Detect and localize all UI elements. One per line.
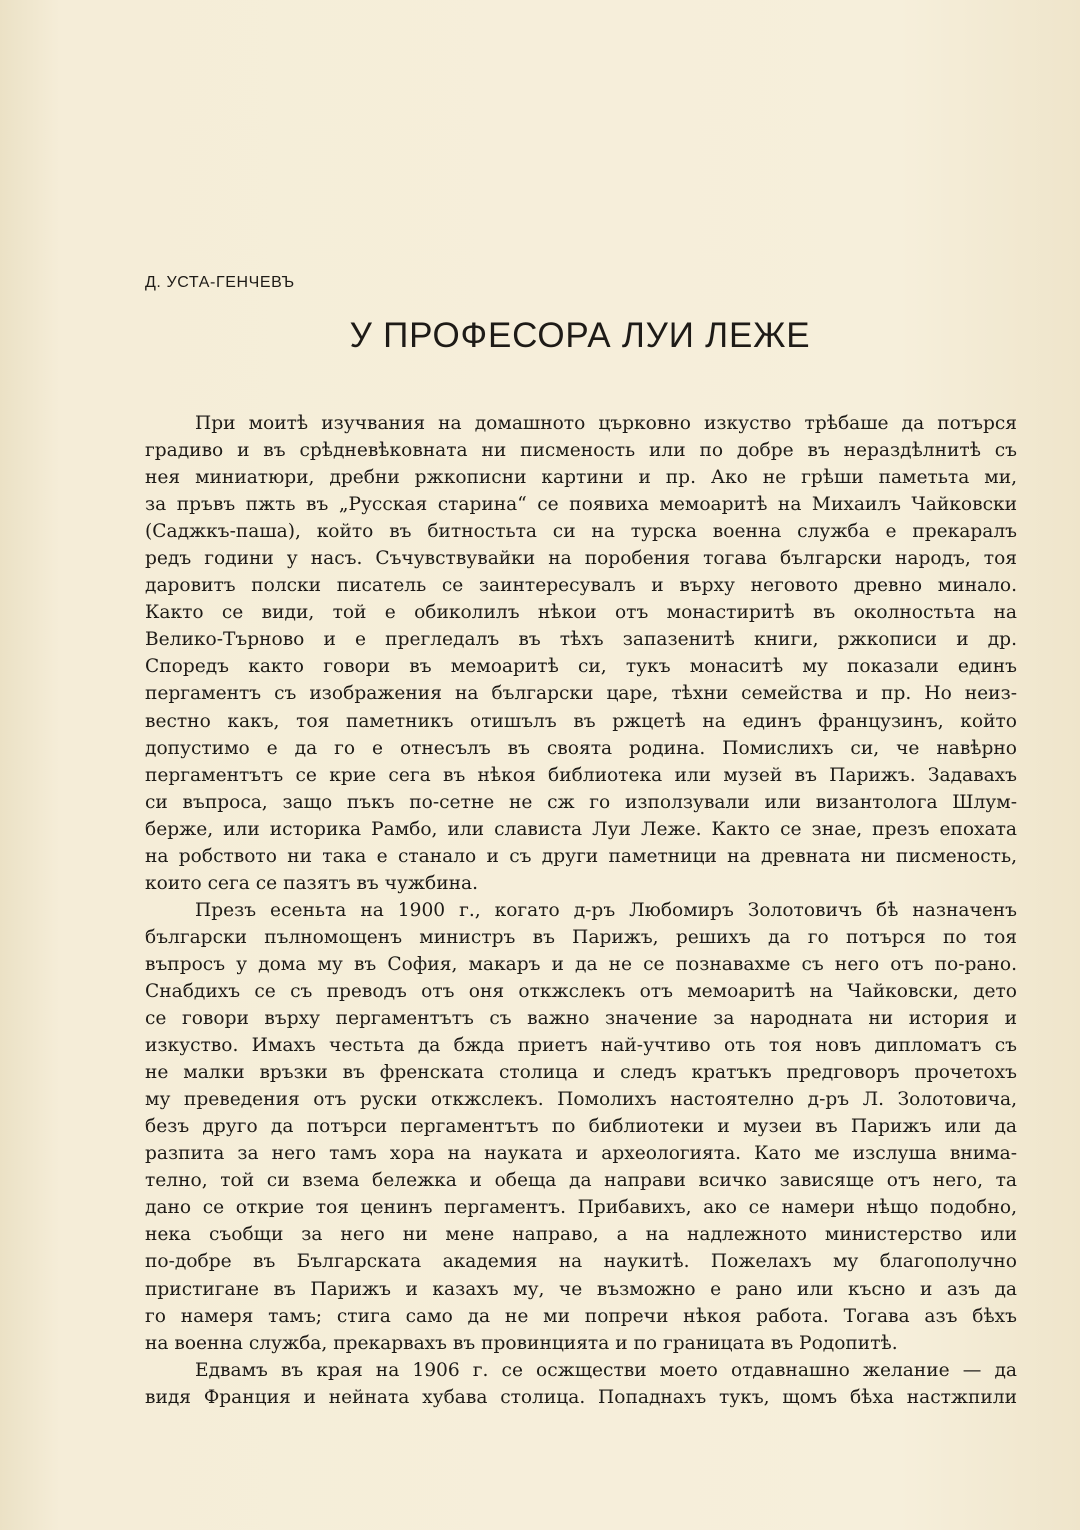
- text-line: Снабдихъ се съ преводъ отъ оня откжслекъ отъ мемоаритѣ на Чайковски, дето: [145, 980, 1017, 1002]
- text-line: разпита за него тамъ хора на науката и археологията. Като ме изслуша внима-: [145, 1143, 1017, 1165]
- text-line: на робството ни така е станало и съ други паметници на древната ни писменость,: [145, 845, 1017, 867]
- text-line: въпросъ у дома му въ София, макаръ и да не се познавахме съ него отъ по-рано.: [145, 953, 1017, 975]
- text-line: пристигане въ Парижъ и казахъ му, че възможно е рано или късно и азъ да: [145, 1278, 1017, 1300]
- text-line: изкуство. Имахъ честьта да бжда приетъ най-учтиво оть тоя новъ дипломатъ съ: [145, 1035, 1017, 1057]
- text-line: Презъ есеньта на 1900 г., когато д-ръ Любомиръ Золотовичъ бѣ назначенъ: [195, 899, 1017, 921]
- text-line: по-добре въ Българската академия на наукитѣ. Пожелахъ му благополучно: [145, 1251, 1017, 1273]
- text-line: даровитъ полски писатель се заинтересувалъ и върху неговото древно минало.: [145, 575, 1017, 597]
- text-line: безъ друго да потърси пергаментътъ по библиотеки и музеи въ Парижъ или да: [145, 1116, 1017, 1138]
- article-title: У ПРОФЕСОРА ЛУИ ЛЕЖЕ: [349, 316, 811, 355]
- article-body: [145, 410, 1017, 1411]
- text-line: нека съобщи за него ни мене направо, а на надлежното министерство или: [145, 1224, 1017, 1246]
- author-name: Д. УСТА-ГЕНЧЕВЪ: [145, 274, 295, 291]
- text-line: (Саджкъ-паша), който въ битностьта си на турска военна служба е прекаралъ: [145, 521, 1017, 543]
- text-line: пергаментъ съ изображения на български царе, тѣхни семейства и пр. Но неиз-: [145, 683, 1017, 705]
- text-line: вестно какъ, тоя паметникъ отишълъ въ ржцетѣ на единъ французинъ, който: [145, 710, 1017, 732]
- text-line: Едвамъ въ края на 1906 г. се осжществи моето отдавнашно желание — да: [195, 1359, 1017, 1381]
- text-line: пергаментътъ се крие сега въ нѣкоя библиотека или музей въ Парижъ. Задавахъ: [145, 764, 1017, 786]
- text-line: Велико-Търново и е прегледалъ въ тѣхъ запазенитѣ книги, ржкописи и др.: [145, 629, 1017, 651]
- text-line: берже, или историка Рамбо, или слависта Луи Леже. Както се знае, презъ епохата: [145, 818, 1017, 840]
- text-line: не малки връзки въ френската столица и следъ кратъкъ предговоръ прочетохъ: [145, 1062, 1017, 1084]
- text-line: допустимо е да го е отнесълъ въ своята родина. Помислихъ си, че навѣрно: [145, 737, 1017, 759]
- text-line: му преведения отъ руски откжслекъ. Помолихъ настоятелно д-ръ Л. Золотовича,: [145, 1089, 1017, 1111]
- text-line: нея миниатюри, дребни ржкописни картини и пр. Ако не грѣши паметьта ми,: [145, 467, 1017, 489]
- text-line: български пълномощенъ министръ въ Парижъ, решихъ да го потърся по тоя: [145, 926, 1017, 948]
- text-line: за пръвъ пжть въ „Русская старина“ се появиха мемоаритѣ на Михаилъ Чайковски: [145, 494, 1017, 516]
- text-line: Както се види, той е обиколилъ нѣкои отъ монастиритѣ въ околностьта на: [145, 602, 1017, 624]
- text-line: дано се открие тоя ценинъ пергаментъ. Прибавихъ, ако се намери нѣщо подобно,: [145, 1197, 1017, 1219]
- text-line: телно, той си взема бележка и обеща да направи всичко зависяще отъ него, та: [145, 1170, 1017, 1192]
- text-line: Споредъ както говори въ мемоаритѣ си, тукъ монаситѣ му показали единъ: [145, 656, 1017, 678]
- text-line: видя Франция и нейната хубава столица. Попаднахъ тукъ, щомъ бѣха настжпили: [145, 1386, 1017, 1408]
- text-line: които сега се пазятъ въ чужбина.: [145, 872, 478, 894]
- text-line: на военна служба, прекарвахъ въ провинцията и по границата въ Родопитѣ.: [145, 1332, 898, 1354]
- text-line: си въпроса, защо пъкъ по-сетне не сж го използували или византолога Шлум-: [145, 791, 1017, 813]
- text-line: градиво и въ срѣдневѣковната ни писменость или по добре въ нераздѣлнитѣ съ: [145, 440, 1017, 462]
- paragraph-2: [145, 897, 1017, 1357]
- text-line: го намеря тамъ; стига само да не ми попречи нѣкоя работа. Тогава азъ бѣхъ: [145, 1305, 1017, 1327]
- text-line: редъ години у насъ. Съчувствувайки на поробения тогава български народъ, тоя: [145, 548, 1017, 570]
- text-line: При моитѣ изучвания на домашното църковно изкуство трѣбаше да потърся: [195, 413, 1017, 434]
- paragraph-1: [145, 410, 1017, 897]
- paragraph-3: [145, 1357, 1017, 1411]
- text-line: се говори върху пергаментътъ съ важно значение за народната ни история и: [145, 1008, 1017, 1030]
